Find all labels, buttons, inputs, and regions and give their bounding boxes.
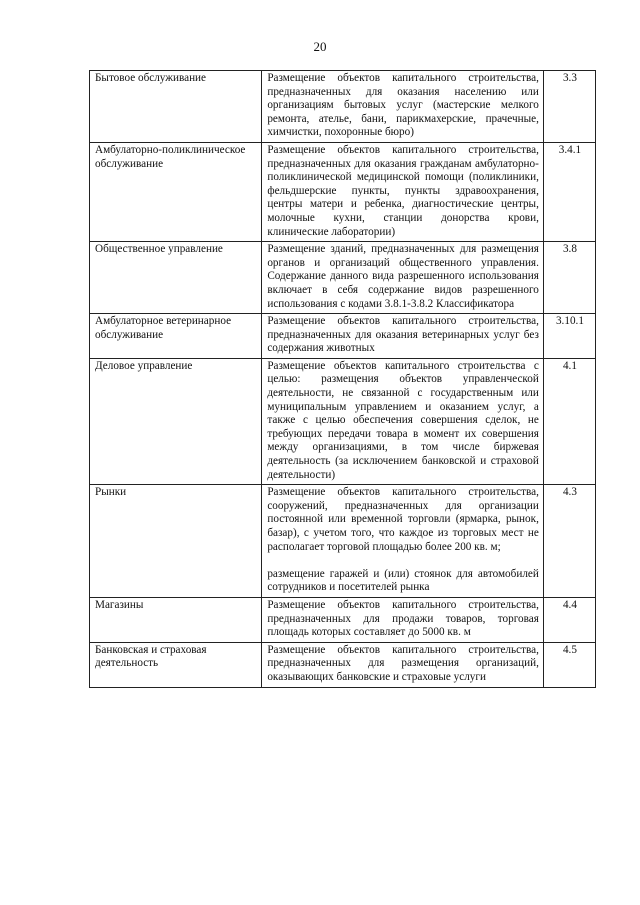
description-paragraph: Размещение объектов капитального строительства, предназначенных для оказания гражданам амбулаторно-поликлинической медицинской помощи (поликлиники, фельдшерские пункты, пункты здравоохранения, центры матери и ребенка, диагностические центры, молочные кухни, станции донорства крови, клинические лаборатории): [267, 143, 539, 238]
use-description: [262, 71, 544, 143]
use-code: 3.10.1: [543, 314, 595, 359]
use-name: Магазины: [90, 597, 262, 642]
use-code: 4.5: [543, 642, 595, 687]
use-name: Общественное управление: [90, 242, 262, 314]
table-row: [90, 597, 596, 642]
use-name: Амбулаторное ветеринарное обслуживание: [90, 314, 262, 359]
use-description: [262, 642, 544, 687]
page-number: 20: [313, 39, 327, 54]
description-paragraph: Размещение объектов капитального строительства, предназначенных для оказания ветеринарных услуг без содержания животных: [267, 315, 539, 355]
description-paragraph: Размещение объектов капитального строительства, предназначенных для продажи товаров, торговая площадь которых составляет до 5000 кв. м: [267, 598, 539, 639]
description-paragraph: Размещение объектов капитального строительства, предназначенных для оказания населению или организациям бытовых услуг (мастерские мелкого ремонта, ателье, бани, парикмахерские, прачечные, химчистки, похоронные бюро): [267, 72, 539, 139]
use-name: Бытовое обслуживание: [90, 71, 262, 143]
table-row: [90, 358, 596, 484]
table-row: [90, 71, 596, 143]
use-description: [262, 485, 544, 598]
use-description: [262, 242, 544, 314]
description-paragraph: Размещение объектов капитального строительства, сооружений, предназначенных для организации постоянной или временной торговли (ярмарка, рынок, базар), с учетом того, что каждое из торговых мест не располагает торговой площадью более 200 кв. м;: [267, 486, 539, 553]
use-description: [262, 314, 544, 359]
use-name: Деловое управление: [90, 358, 262, 484]
description-paragraph: Размещение объектов капитального строительства, предназначенных для размещения организаций, оказывающих банковские и страховые услуги: [267, 643, 539, 683]
table-row: [90, 242, 596, 314]
description-paragraph: размещение гаражей и (или) стоянок для автомобилей сотрудников и посетителей рынка: [267, 567, 539, 594]
table-row: [90, 485, 596, 598]
use-name: Банковская и страховая деятельность: [90, 642, 262, 687]
use-code: 4.3: [543, 485, 595, 598]
description-paragraph: Размещение объектов капитального строительства с целью: размещения объектов управленческой деятельности, не связанной с государственным или муниципальным управлением и оказанием услуг, а также с целью обеспечения совершения сделок, не требующих передачи товара в момент их совершения между организациями, в том числе биржевая деятельность (за исключением банковской и страховой деятельности): [267, 359, 539, 481]
use-description: [262, 142, 544, 241]
use-code: 3.8: [543, 242, 595, 314]
use-code: 4.1: [543, 358, 595, 484]
use-code: 4.4: [543, 597, 595, 642]
table-row: [90, 142, 596, 241]
land-use-table: [89, 70, 596, 688]
description-paragraph: Размещение зданий, предназначенных для размещения органов и организаций общественного управления. Содержание данного вида разрешенного использования включает в себя содержание видов разрешенного использования с кодами 3.8.1-3.8.2 Классификатора: [267, 243, 539, 310]
use-description: [262, 597, 544, 642]
table-row: [90, 314, 596, 359]
table-row: [90, 642, 596, 687]
use-description: [262, 358, 544, 484]
use-name: Рынки: [90, 485, 262, 598]
use-code: 3.3: [543, 71, 595, 143]
use-code: 3.4.1: [543, 142, 595, 241]
use-name: Амбулаторно-поликлиническое обслуживание: [90, 142, 262, 241]
